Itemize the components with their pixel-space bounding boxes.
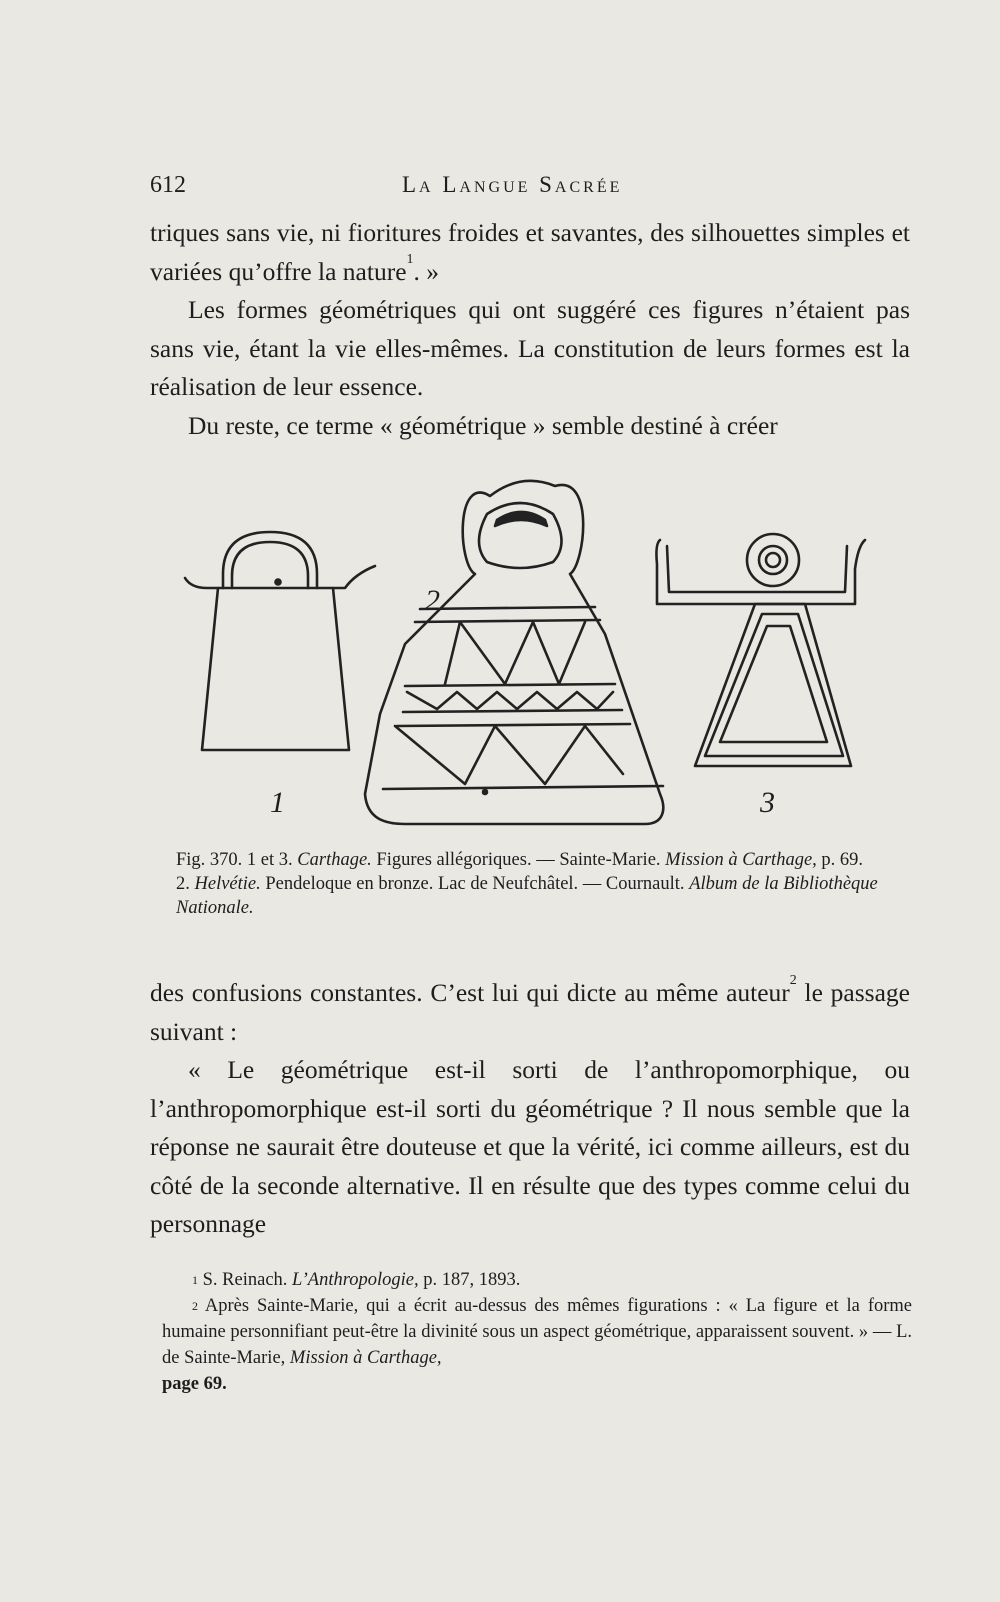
footnote-ref-1: 1: [406, 251, 414, 267]
paragraph-du-reste: Du reste, ce terme « géométrique » semble destiné à créer: [188, 410, 778, 440]
figure-caption: [176, 848, 896, 920]
page-number: 612: [150, 172, 186, 198]
figure-3-drawing: [656, 534, 865, 766]
running-title: La Langue Sacrée: [402, 172, 623, 197]
figure-370-illustration: [175, 474, 895, 839]
figure-number-2: 2: [425, 584, 440, 617]
running-head: [150, 172, 910, 206]
caption-line-2: 2. Helvétie. Pendeloque en bronze. Lac de Neufchâtel. — Cournault. Album de la Bibliothèque Nationale.: [176, 874, 878, 918]
body-text-top: [150, 214, 910, 445]
footnote-1: $^1$ S. Reinach. L’Anthropologie, p. 187, 1893.: [192, 1270, 521, 1290]
paragraph-formes: Les formes géométriques qui ont suggéré ces figures n’étaient pas sans vie, étant la vie elles-mêmes. La constitution de leurs formes est la réalisation de leur essence.: [150, 295, 910, 401]
paragraph-confusions: des confusions constantes. C’est lui qui dicte au même auteur$^2$ le passage suivant :: [150, 973, 910, 1046]
caption-line-1: Fig. 370. 1 et 3. Carthage. Figures allégoriques. — Sainte-Marie. Mission à Carthage, p. 69.: [176, 850, 864, 870]
footnotes: [162, 1267, 912, 1397]
figure-number-3: 3: [760, 786, 775, 819]
footnote-ref-2: 2: [789, 973, 797, 988]
body-text-bottom: [150, 974, 910, 1244]
paragraph-quotation: « Le géométrique est-il sorti de l’anthropomorphique, ou l’anthropomorphique est-il sorti du géométrique ? Il nous semble que la réponse ne saurait être douteuse et que la vérité, ici comme ailleurs, est du côté de la seconde alternative. Il en résulte que des types comme celui du personnage: [150, 1055, 910, 1238]
footnote-2-end: page 69.: [162, 1374, 227, 1394]
footnote-2: $^2$ Après Sainte-Marie, qui a écrit au-dessus des mêmes figurations : « La figure et la forme humaine personnifiant peut-être la divinité sous un aspect géométrique, apparaissent souvent. » — L. de Sainte-Marie, Mission à Carthage,: [162, 1296, 912, 1368]
figure-1-drawing: [185, 532, 375, 750]
figure-number-1: 1: [270, 786, 285, 819]
paragraph-continuation: triques sans vie, ni fioritures froides et savantes, des silhouettes simples et variées qu’offre la nature$^1$. »: [150, 218, 910, 286]
figure-2-drawing: [365, 481, 663, 824]
